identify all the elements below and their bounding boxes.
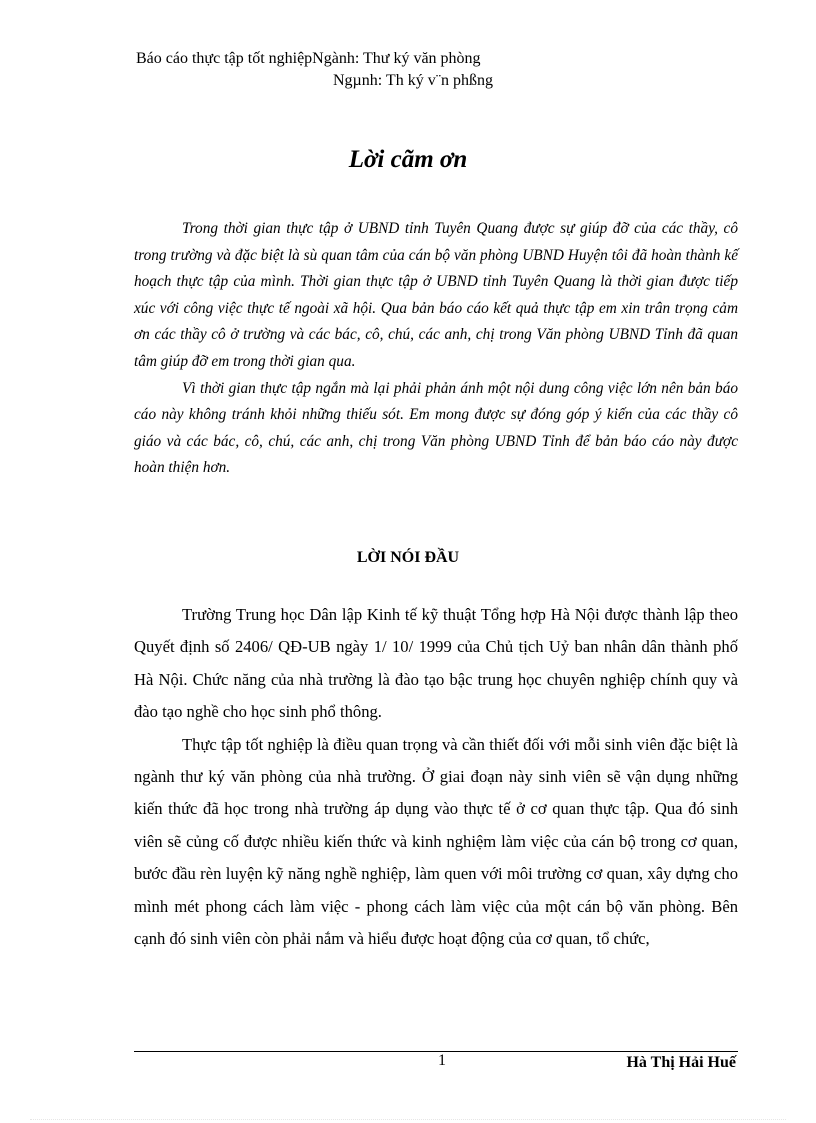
preface-paragraph-1: Trường Trung học Dân lập Kinh tế kỹ thuật Tổng hợp Hà Nội được thành lập theo Quyết định số 2406/ QĐ-UB ngày 1/ 10/ 1999 của Chủ tịch Uỷ ban nhân dân thành phố Hà Nội. Chức năng của nhà trường là đào tạo bậc trung học chuyên nghiệp chính quy và đào tạo nghề cho học sinh phổ thông. — [134, 605, 738, 722]
acknowledgement-paragraph-1: Trong thời gian thực tập ở UBND tỉnh Tuyên Quang được sự giúp đỡ của các thầy, cô trong trường và đặc biệt là sù quan tâm của cán bộ văn phòng UBND Huyện tôi đã hoàn thành kế hoạch thực tập của mình. Thời gian thực tập ở UBND tỉnh Tuyên Quang là thời gian được tiếp xúc với công việc thực tế ngoài xã hội. Qua bản báo cáo kết quả thực tập em xin trân trọng cảm ơn các thầy cô ở trường và các bác, cô, chú, các anh, chị trong Văn phòng UBND Tỉnh đã quan tâm giúp đỡ em trong thời gian qua. — [134, 220, 738, 370]
acknowledgement-section — [134, 216, 738, 482]
page-bottom-dotted-border — [30, 1119, 786, 1120]
page-title: Lời cãm ơn — [348, 146, 468, 173]
footer-divider — [134, 1051, 738, 1052]
preface-section — [134, 599, 738, 955]
acknowledgement-paragraph-2: Vì thời gian thực tập ngắn mà lại phải phản ánh một nội dung công việc lớn nên bản báo cáo này không tránh khỏi những thiếu sót. Em mong được sự đóng góp ý kiến của các thầy cô giáo và các bác, cô, chú, các anh, chị trong Văn phòng UBND Tỉnh để bản báo cáo này được hoàn thiện hơn. — [134, 379, 738, 477]
header-line-2: Ngµnh: Th ký v¨n phßng — [333, 72, 494, 89]
preface-heading: LỜI NÓI ĐẦU — [356, 549, 460, 566]
page-number: 1 — [438, 1052, 446, 1069]
header-line-1: Báo cáo thực tập tốt nghiệpNgành: Thư ký văn phòng — [136, 50, 481, 67]
preface-paragraph-2: Thực tập tốt nghiệp là điều quan trọng và cần thiết đối với mỗi sinh viên đặc biệt là ngành thư ký văn phòng của nhà trường. Ở giai đoạn này sinh viên sẽ vận dụng những kiến thức đã học trong nhà trường áp dụng vào thực tế ở cơ quan thực tập. Qua đó sinh viên sẽ củng cố được nhiều kiến thức và kinh nghiệm làm việc của cán bộ trong cơ quan, bước đầu rèn luyện kỹ năng nghề nghiệp, làm quen với môi trường cơ quan, xây dựng cho mình mét phong cách làm việc - phong cách làm việc của một cán bộ văn phòng. Bên cạnh đó sinh viên còn phải nắm và hiểu được hoạt động của cơ quan, tổ chức, — [134, 734, 738, 949]
footer-author: Hà Thị Hải Huế — [626, 1054, 736, 1071]
